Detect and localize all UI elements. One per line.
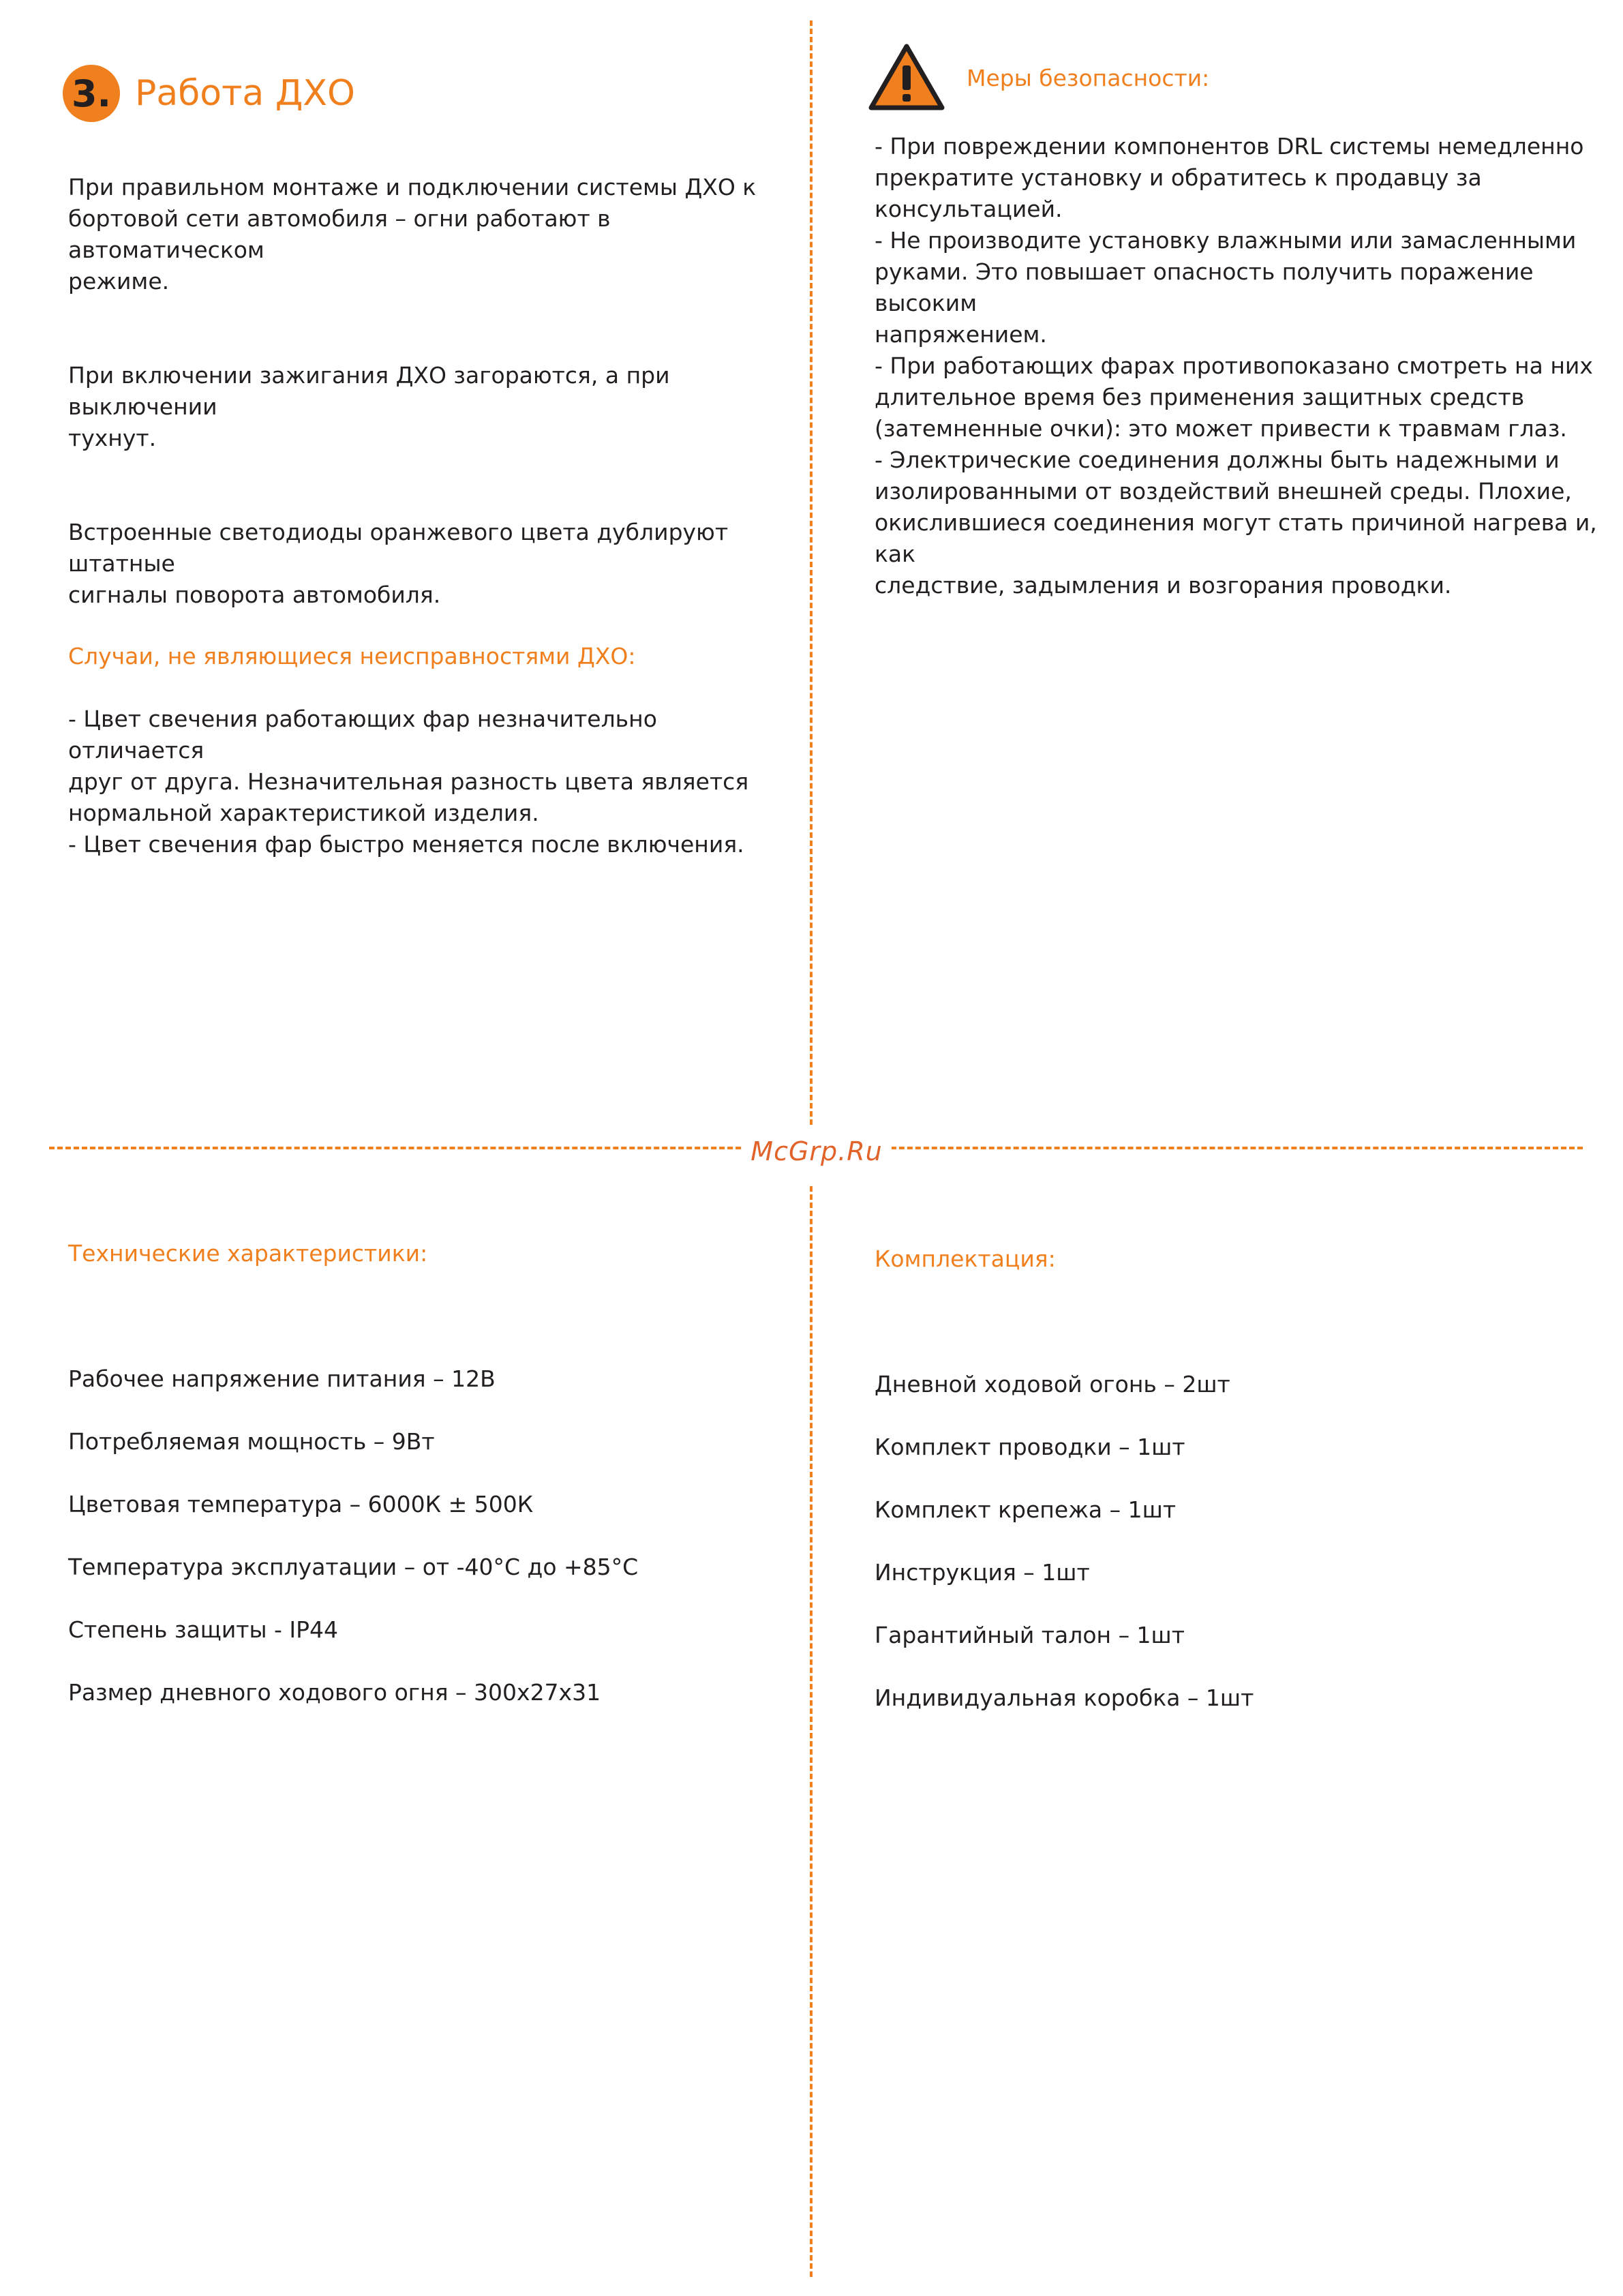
package-line: Комплект проводки – 1шт bbox=[875, 1434, 1185, 1460]
package-line: Инструкция – 1шт bbox=[875, 1559, 1090, 1586]
paragraph-turn-signals: Встроенные светодиоды оранжевого цвета дублируют штатные сигналы поворота автомобиля. bbox=[68, 519, 729, 608]
package-heading: Комплектация: bbox=[875, 1245, 1056, 1272]
section-title: Работа ДХО bbox=[135, 73, 355, 114]
section-body bbox=[68, 140, 791, 642]
section-number-badge: 3. bbox=[63, 65, 120, 122]
package-line: Дневной ходовой огонь – 2шт bbox=[875, 1371, 1230, 1398]
specs-line: Степень защиты - IP44 bbox=[68, 1616, 339, 1643]
watermark: McGrp.Ru bbox=[742, 1134, 892, 1168]
specs-line: Температура эксплуатации – от -40°С до +85°С bbox=[68, 1554, 639, 1580]
package-line: Комплект крепежа – 1шт bbox=[875, 1496, 1177, 1523]
specs-line: Рабочее напряжение питания – 12В bbox=[68, 1365, 496, 1392]
not-faults-block bbox=[68, 609, 791, 892]
vertical-divider-top bbox=[810, 20, 813, 1125]
vertical-divider-bottom bbox=[810, 1186, 813, 2277]
not-faults-heading: Случаи, не являющиеся неисправностями ДХО: bbox=[68, 643, 636, 669]
package-line: Индивидуальная коробка – 1шт bbox=[875, 1685, 1254, 1711]
safety-text: - При повреждении компонентов DRL системы немедленно прекратите установку и обратитесь к продавцу за консультацией. - Не производите установку влажными или замасленными руками. Это повышает опасность получить поражение высоким напряжением. - При работающих фарах противопоказано смотреть на них длительное время без применения защитных средств (затемненные очки): это может привести к травмам глаз. - Электрические соединения должны быть надежными и изолированными от воздействий внешней среды. Плохие, окислившиеся соединения могут стать причиной нагрева и, как следствие, задымления и возгорания проводки. bbox=[875, 133, 1597, 599]
specs-block bbox=[68, 1207, 791, 1740]
safety-heading: Меры безопасности: bbox=[967, 64, 1210, 91]
warning-icon bbox=[867, 42, 946, 113]
specs-line: Потребляемая мощность – 9Вт bbox=[68, 1428, 435, 1455]
package-block bbox=[875, 1212, 1597, 1745]
specs-heading: Технические характеристики: bbox=[68, 1240, 428, 1267]
specs-line: Цветовая температура – 6000К ± 500К bbox=[68, 1491, 534, 1517]
section-header bbox=[63, 63, 355, 124]
package-line: Гарантийный талон – 1шт bbox=[875, 1622, 1185, 1648]
safety-header bbox=[867, 42, 1209, 113]
paragraph-auto-mode: При правильном монтаже и подключении системы ДХО к бортовой сети автомобиля – огни работают в автоматическом режиме. bbox=[68, 174, 757, 294]
not-faults-text: - Цвет свечения работающих фар незначительно отличается друг от друга. Незначительная разность цвета является нормальной характеристикой изделия. - Цвет свечения фар быстро меняется после включения. bbox=[68, 706, 749, 858]
paragraph-ignition: При включении зажигания ДХО загораются, а при выключении тухнут. bbox=[68, 362, 670, 451]
specs-line: Размер дневного ходового огня – 300х27х31 bbox=[68, 1679, 601, 1706]
